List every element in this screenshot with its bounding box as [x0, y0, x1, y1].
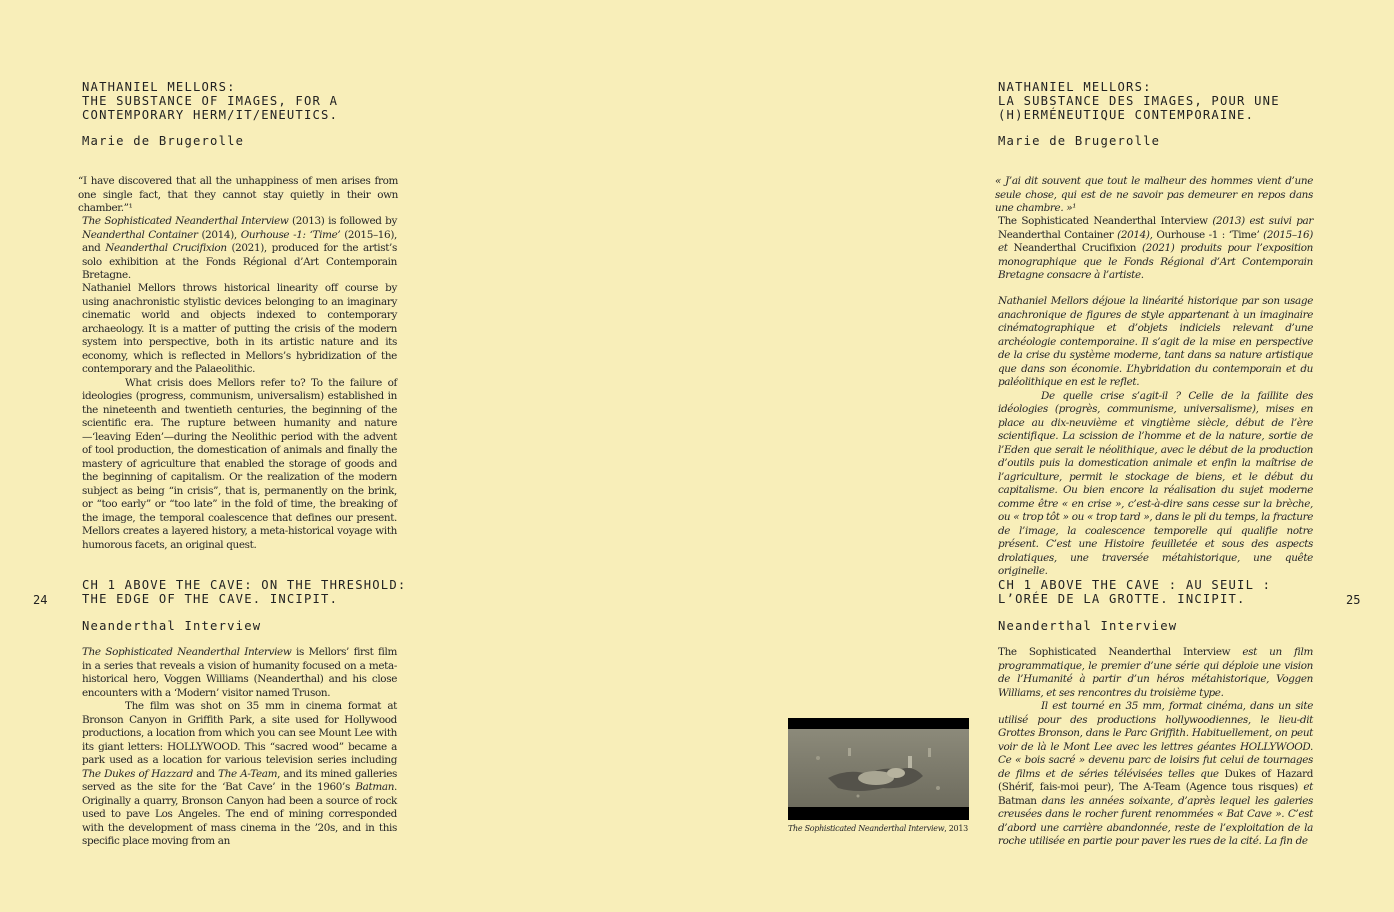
- article-title-fr: NATHANIEL MELLORS: LA SUBSTANCE DES IMAGES, POUR UNE (H)ERMÉNEUTIQUE CONTEMPORAINE.: [998, 80, 1280, 122]
- work-title: Ourhouse -1 : ‘Time’: [1156, 228, 1260, 241]
- epigraph-text: “I have discovered that all the unhappiness of men arises from one single fact, that they cannot stay quietly in their own chamber.”¹: [78, 175, 398, 214]
- text: (2013) is followed by: [288, 215, 397, 227]
- subheading-fr: Neanderthal Interview: [998, 619, 1178, 633]
- text: . Originally a quarry, Bronson Canyon had been a source of rock used to pave Los Angeles. The end of mining corresponded with the development of mass cinema in the ’20s, and in this specific place moving from an: [82, 781, 397, 847]
- work-title: Batman: [355, 781, 395, 793]
- work-title: The Sophisticated Neanderthal Interview: [82, 646, 292, 658]
- text: et: [1297, 781, 1313, 793]
- author-name-fr: Marie de Brugerolle: [998, 134, 1161, 148]
- paragraph: Nathaniel Mellors déjoue la linéarité historique par son usage anachronique de figures de style appartenant à un imaginaire cinématographique et d’objets indiciels relevant d’une archéologie contemporaine. Il s’agit de la mise en perspective de la crise du système moderne, tant dans sa nature artistique que dans son économie. L’hybridation du contemporain et du paléolithique en est le reflet.: [998, 295, 1313, 388]
- text: (2015–16), and: [82, 228, 397, 254]
- text: (2021) produits pour l’exposition monographique que le Fonds Régional d’Art Contemporain Bretagne consacre à l’artiste.: [998, 242, 1314, 281]
- epigraph-text: « J’ai dit souvent que tout le malheur des hommes vient d’une seule chose, qui est de ne savoir pas demeurer en repos dans une chambre. »¹: [995, 175, 1313, 214]
- chapter-body-fr: [998, 646, 1313, 847]
- intro-paragraph-en: [82, 215, 397, 283]
- article-title-en: NATHANIEL MELLORS: THE SUBSTANCE OF IMAGES, FOR A CONTEMPORARY HERM/IT/ENEUTICS.: [82, 80, 339, 122]
- text: (2021), produced for the artist’s solo exhibition at the Fonds Régional d’Art Contemporain Bretagne.: [82, 242, 397, 281]
- intro-paragraph-fr: [998, 215, 1313, 283]
- page-number-left: 24: [33, 593, 48, 607]
- work-title: Neanderthal Container: [82, 228, 198, 241]
- film-still-image: [788, 718, 969, 820]
- work-title: Neanderthal Container: [998, 228, 1114, 241]
- work-title: Dukes of Hazard (Shérif, fais-moi peur): [998, 767, 1313, 793]
- work-title: Batman: [998, 794, 1037, 807]
- work-title: The Sophisticated Neanderthal Interview: [82, 215, 289, 227]
- text: , and its mined galleries served as the site for the ‘Bat Cave’ in the 1960’s: [82, 767, 397, 793]
- work-title: Ourhouse -1: ‘Time’: [240, 228, 341, 241]
- chapter-body-en: [82, 646, 397, 847]
- page-number-right: 25: [1346, 593, 1361, 607]
- work-title: The A-Team (Agence tous risques): [1119, 781, 1298, 793]
- text: The film was shot on 35 mm in cinema format at Bronson Canyon in Griffith Park, a site used for Hollywood productions, a location from which you can see Mount Lee with its giant letters: HOLLYWOOD. This “sacred wood” became a park used as a location for various television series including: [82, 700, 397, 766]
- text: and: [192, 767, 219, 780]
- work-title: The Sophisticated Neanderthal Interview: [998, 215, 1208, 227]
- work-title: Neanderthal Crucifixion: [105, 242, 227, 254]
- epigraph-fr: [995, 175, 1313, 216]
- caption-year: , 2013: [944, 824, 968, 833]
- right-page: [697, 0, 1394, 912]
- text: Il est tourné en 35 mm, format cinéma, dans un site utilisé pour des productions hollywoodiennes, le lieu-dit Grottes Bronson, dans le Parc Griffith. Habituellement, on peut voir de là le Mont Lee avec les lettres géantes HOLLYWOOD. Ce « bois sacré » devenu parc de loisirs fut celui de tournages de films et de séries télévisées telles que: [998, 700, 1313, 780]
- text: dans les années soixante, d’après lequel les galeries creusées dans le rocher furent renommées « Bat Cave ». C’est d’abord une carrière abandonnée, reste de l’exploitation de la roche utilisée en partie pour paver les rues de la cité. La fin de: [998, 794, 1313, 847]
- text: est un film programmatique, le premier d’une série qui déploie une vision de l’Humanité à partir d’un héros métahistorique, Voggen Williams, et ses rencontres du troisième type.: [998, 646, 1313, 699]
- subheading-en: Neanderthal Interview: [82, 619, 262, 633]
- text: is Mellors’ first film in a series that reveals a vision of humanity focused on a meta-historical hero, Voggen Williams (Neanderthal) and his close encounters with a ‘Modern’ visitor named Truson.: [82, 646, 397, 699]
- text: ,: [1110, 781, 1120, 793]
- paragraph: De quelle crise s’agit-il ? Celle de la faillite des idéologies (progrès, communisme, universalisme), mises en place au dix-neuvième et vingtième siècle, début de l’ère scientifique. La scission de l’homme et de la nature, sortie de l’Eden que serait le néolithique, avec le début de la production d’outils puis la domestication animale et enfin la maîtrise de l’agriculture, permit le stockage de biens, et le début du capitalisme. Ou bien encore la réalisation du sujet moderne comme être « en crise », c’est-à-dire sans cesse sur la brèche, ou « trop tôt » ou « trop tard », dans le pli du temps, la fracture de l’image, la coalescence temporelle qui qualifie notre présent. C’est une Histoire feuilletée et sous des aspects drolatiques, une traversée métahistorique, une quête originelle.: [998, 389, 1313, 577]
- figure-caption: [788, 824, 968, 833]
- work-title: The A-Team: [218, 767, 278, 780]
- text: (2013) est suivi par: [1207, 215, 1313, 227]
- paragraph: Nathaniel Mellors throws historical linearity off course by using anachronistic stylistic devices belonging to an imaginary cinematic world and objects indexed to contemporary archaeology. It is a matter of putting the crisis of the modern system into perspective, both in its artistic nature and its economy, which is reflected in Mellors’s hybridization of the contemporary and the Palaeolithic.: [82, 282, 397, 375]
- caption-title: The Sophisticated Neanderthal Interview: [788, 824, 945, 833]
- chapter-heading-fr: CH 1 ABOVE THE CAVE : AU SEUIL : L’ORÉE DE LA GROTTE. INCIPIT.: [998, 578, 1272, 606]
- work-title: The Dukes of Hazzard: [82, 767, 193, 780]
- epigraph-en: [78, 175, 398, 216]
- chapter-heading-en: CH 1 ABOVE THE CAVE: ON THE THRESHOLD: THE EDGE OF THE CAVE. INCIPIT.: [82, 578, 407, 606]
- body-text-en: [82, 282, 397, 552]
- text: (2015–16) et: [998, 228, 1313, 254]
- film-still-graphic: [788, 718, 969, 820]
- work-title: Neanderthal Crucifixion: [1013, 242, 1137, 254]
- body-text-fr: [998, 295, 1313, 579]
- text: (2014),: [197, 228, 241, 241]
- author-name-en: Marie de Brugerolle: [82, 134, 245, 148]
- work-title: The Sophisticated Neanderthal Interview: [998, 646, 1231, 658]
- text: (2014),: [1113, 228, 1157, 241]
- paragraph: What crisis does Mellors refer to? To the failure of ideologies (progress, communism, universalism) established in the nineteenth and twentieth centuries, the beginning of the scientific era. The rupture between humanity and nature—‘leaving Eden’—during the Neolithic period with the advent of tool production, the domestication of animals and finally the mastery of agriculture that enabled the storage of goods and the beginning of capitalism. Or the realization of the modern subject as being “in crisis”, that is, permanently on the brink, or “too early” or “too late” in the fold of time, the breaking of the image, the temporal coalescence that defines our present. Mellors creates a layered history, a meta-historical voyage with humorous facets, an original quest.: [82, 376, 397, 551]
